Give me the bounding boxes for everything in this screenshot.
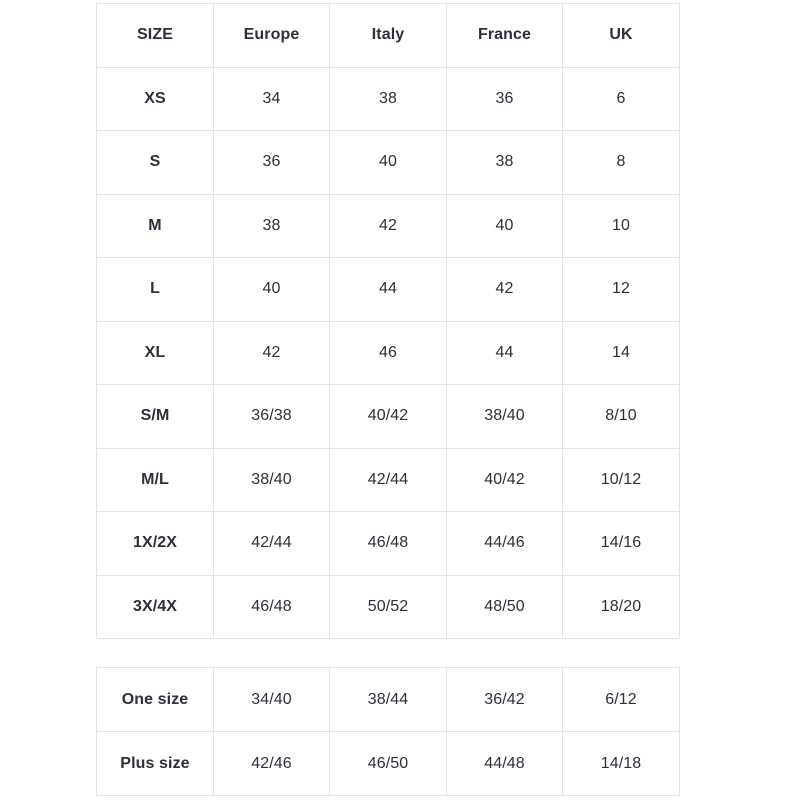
cell-size: XS	[97, 67, 214, 131]
cell-france: 36/42	[447, 668, 563, 732]
one-size-table	[96, 667, 680, 796]
cell-italy: 42	[330, 194, 447, 258]
cell-size: XL	[97, 321, 214, 385]
cell-europe: 40	[214, 258, 330, 322]
cell-europe: 46/48	[214, 575, 330, 639]
cell-size: M/L	[97, 448, 214, 512]
cell-size: 1X/2X	[97, 512, 214, 576]
cell-uk: 10/12	[563, 448, 680, 512]
table-row	[97, 131, 680, 195]
table-body	[97, 67, 680, 639]
table-row	[97, 194, 680, 258]
cell-europe: 34/40	[214, 668, 330, 732]
cell-italy: 46/50	[330, 732, 447, 796]
cell-europe: 38/40	[214, 448, 330, 512]
column-header-italy: Italy	[330, 4, 447, 68]
one-size-table-body	[97, 668, 680, 796]
table-row	[97, 67, 680, 131]
table-header	[97, 4, 680, 68]
cell-size: 3X/4X	[97, 575, 214, 639]
cell-france: 40/42	[447, 448, 563, 512]
table-row	[97, 575, 680, 639]
column-header-size: SIZE	[97, 4, 214, 68]
table-row	[97, 512, 680, 576]
cell-italy: 38/44	[330, 668, 447, 732]
cell-uk: 14	[563, 321, 680, 385]
cell-france: 36	[447, 67, 563, 131]
cell-europe: 42/46	[214, 732, 330, 796]
cell-uk: 14/18	[563, 732, 680, 796]
cell-size: One size	[97, 668, 214, 732]
cell-france: 44/48	[447, 732, 563, 796]
cell-france: 48/50	[447, 575, 563, 639]
column-header-france: France	[447, 4, 563, 68]
cell-italy: 44	[330, 258, 447, 322]
cell-size: M	[97, 194, 214, 258]
cell-uk: 10	[563, 194, 680, 258]
table-row	[97, 732, 680, 796]
column-header-europe: Europe	[214, 4, 330, 68]
cell-italy: 40	[330, 131, 447, 195]
table-row	[97, 448, 680, 512]
cell-italy: 38	[330, 67, 447, 131]
cell-size: S	[97, 131, 214, 195]
table-row	[97, 385, 680, 449]
cell-europe: 36/38	[214, 385, 330, 449]
cell-europe: 34	[214, 67, 330, 131]
size-conversion-table-container	[96, 3, 679, 639]
cell-france: 42	[447, 258, 563, 322]
cell-europe: 36	[214, 131, 330, 195]
cell-europe: 42	[214, 321, 330, 385]
cell-uk: 8	[563, 131, 680, 195]
cell-italy: 46/48	[330, 512, 447, 576]
cell-size: L	[97, 258, 214, 322]
cell-uk: 14/16	[563, 512, 680, 576]
column-header-uk: UK	[563, 4, 680, 68]
cell-uk: 18/20	[563, 575, 680, 639]
table-row	[97, 321, 680, 385]
cell-france: 38	[447, 131, 563, 195]
cell-italy: 46	[330, 321, 447, 385]
one-size-table-container	[96, 667, 679, 796]
cell-uk: 6	[563, 67, 680, 131]
cell-italy: 42/44	[330, 448, 447, 512]
cell-europe: 38	[214, 194, 330, 258]
cell-france: 44/46	[447, 512, 563, 576]
table-row	[97, 668, 680, 732]
cell-uk: 8/10	[563, 385, 680, 449]
cell-uk: 6/12	[563, 668, 680, 732]
cell-italy: 40/42	[330, 385, 447, 449]
cell-france: 40	[447, 194, 563, 258]
cell-france: 38/40	[447, 385, 563, 449]
size-conversion-table	[96, 3, 680, 639]
cell-france: 44	[447, 321, 563, 385]
table-header-row	[97, 4, 680, 68]
cell-size: Plus size	[97, 732, 214, 796]
cell-size: S/M	[97, 385, 214, 449]
cell-italy: 50/52	[330, 575, 447, 639]
table-row	[97, 258, 680, 322]
cell-uk: 12	[563, 258, 680, 322]
cell-europe: 42/44	[214, 512, 330, 576]
